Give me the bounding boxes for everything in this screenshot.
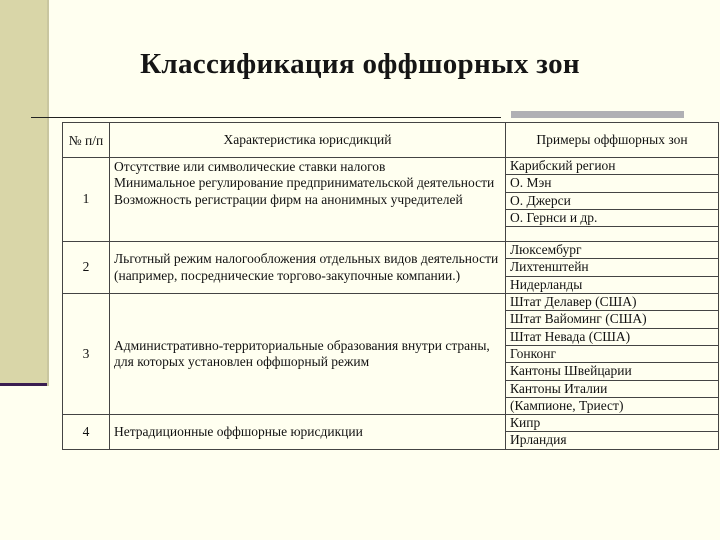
example-cell: Люксембург bbox=[506, 242, 719, 259]
table-row bbox=[63, 294, 719, 311]
table-row bbox=[63, 415, 719, 432]
row-number: 4 bbox=[63, 415, 110, 450]
table-header-row bbox=[63, 123, 719, 158]
example-cell: Ирландия bbox=[506, 432, 719, 449]
example-cell: Гонконг bbox=[506, 345, 719, 362]
offshore-classification-table bbox=[62, 122, 719, 450]
title-rule bbox=[31, 117, 501, 118]
example-cell: Кантоны Швейцарии bbox=[506, 363, 719, 380]
row-characteristic: Административно-территориальные образования внутри страны, для которых установлен оффшорный режим bbox=[110, 294, 506, 415]
slide-title: Классификация оффшорных зон bbox=[140, 48, 580, 80]
header-examples: Примеры оффшорных зон bbox=[506, 123, 719, 158]
row-characteristic bbox=[110, 158, 506, 242]
example-cell: О. Гернси и др. bbox=[506, 209, 719, 226]
example-cell: Кипр bbox=[506, 415, 719, 432]
example-cell: Нидерланды bbox=[506, 276, 719, 293]
example-cell: Карибский регион bbox=[506, 158, 719, 175]
header-number: № п/п bbox=[63, 123, 110, 158]
row-characteristic: Льготный режим налогообложения отдельных видов деятельности (например, посреднические торгово-закупочные компании.) bbox=[110, 242, 506, 294]
table-row bbox=[63, 242, 719, 259]
characteristic-line: Отсутствие или символические ставки налогов bbox=[114, 159, 386, 174]
example-cell: Штат Вайоминг (США) bbox=[506, 311, 719, 328]
example-cell: О. Мэн bbox=[506, 175, 719, 192]
table-row bbox=[63, 158, 719, 175]
side-bar-underline bbox=[0, 383, 47, 386]
example-cell-empty bbox=[506, 227, 719, 242]
row-number: 1 bbox=[63, 158, 110, 242]
row-number: 3 bbox=[63, 294, 110, 415]
example-cell: (Кампионе, Триест) bbox=[506, 397, 719, 414]
characteristic-line: Минимальное регулирование предпринимательской деятельности bbox=[114, 175, 495, 191]
row-number: 2 bbox=[63, 242, 110, 294]
example-cell: Лихтенштейн bbox=[506, 259, 719, 276]
example-cell: Штат Делавер (США) bbox=[506, 294, 719, 311]
example-cell: Штат Невада (США) bbox=[506, 328, 719, 345]
example-cell: О. Джерси bbox=[506, 192, 719, 209]
header-characteristic: Характеристика юрисдикций bbox=[110, 123, 506, 158]
accent-bar bbox=[511, 111, 684, 118]
row-characteristic: Нетрадиционные оффшорные юрисдикции bbox=[110, 415, 506, 450]
characteristic-line: Возможность регистрации фирм на анонимных учредителей bbox=[114, 191, 463, 207]
example-cell: Кантоны Италии bbox=[506, 380, 719, 397]
